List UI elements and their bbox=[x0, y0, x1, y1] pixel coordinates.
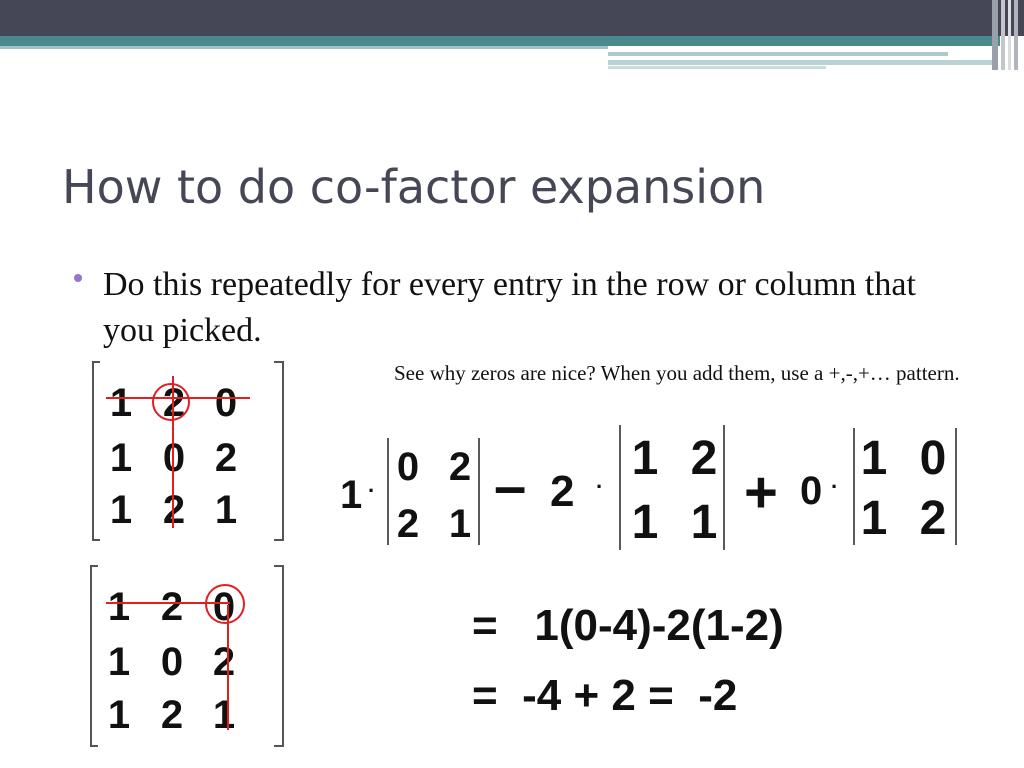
minor-3 bbox=[861, 432, 947, 545]
multiply-dot: · bbox=[596, 474, 604, 499]
result-line-1: = 1(0-4)-2(1-2) bbox=[472, 601, 784, 650]
minor-1-entry: 2 bbox=[396, 502, 420, 546]
operator-plus: + bbox=[744, 460, 778, 525]
slide-title: How to do co-factor expansion bbox=[62, 160, 766, 214]
minor-2 bbox=[632, 432, 718, 549]
minor-3-entry: 1 bbox=[860, 492, 888, 545]
matrix-top-entry: 1 bbox=[214, 488, 238, 532]
minor-3-entry: 2 bbox=[919, 492, 947, 545]
matrix-bottom-entry: 1 bbox=[107, 693, 131, 737]
result-line-2: = -4 + 2 = -2 bbox=[472, 671, 738, 720]
note-text: See why zeros are nice? When you add them, use a +,-,+… pattern. bbox=[394, 361, 960, 385]
matrix-bottom-entry: 1 bbox=[107, 585, 131, 629]
minor-3-entry: 1 bbox=[860, 432, 888, 485]
matrix-top-entry: 2 bbox=[214, 436, 238, 480]
coefficient-3: 0 bbox=[800, 469, 823, 513]
coefficient-2: 2 bbox=[550, 467, 575, 516]
multiply-dot: · bbox=[831, 474, 839, 499]
matrix-top-entry: 1 bbox=[109, 436, 133, 480]
minor-1-entry: 1 bbox=[448, 502, 472, 546]
coefficient-1: 1 bbox=[340, 473, 363, 517]
matrix-bottom-entry: 1 bbox=[107, 640, 131, 684]
matrix-top-entry: 1 bbox=[109, 488, 133, 532]
matrix-bottom-entry: 2 bbox=[212, 640, 236, 684]
matrix-bottom-entry: 2 bbox=[160, 585, 184, 629]
bullet-text: Do this repeatedly for every entry in the row or column that you picked. bbox=[103, 266, 916, 349]
minor-2-entry: 2 bbox=[690, 432, 718, 485]
minor-2-entry: 1 bbox=[690, 496, 718, 549]
matrix-top-entry: 0 bbox=[214, 381, 238, 425]
operator-minus: – bbox=[494, 454, 527, 519]
matrix-bottom-entry: 2 bbox=[160, 693, 184, 737]
matrix-bottom-entry: 1 bbox=[212, 693, 236, 737]
matrix-top-entry: 2 bbox=[162, 488, 186, 532]
minor-1-entry: 0 bbox=[396, 445, 420, 489]
multiply-dot: · bbox=[368, 478, 376, 503]
minor-1-entry: 2 bbox=[448, 445, 472, 489]
minor-3-entry: 0 bbox=[919, 432, 947, 485]
matrix-top-entry: 1 bbox=[109, 381, 133, 425]
matrix-top-entry: 2 bbox=[162, 381, 186, 425]
minor-2-entry: 1 bbox=[631, 432, 659, 485]
minor-2-entry: 1 bbox=[631, 496, 659, 549]
minor-1 bbox=[397, 445, 471, 546]
matrix-bottom bbox=[108, 585, 235, 737]
matrix-bottom-entry: 0 bbox=[212, 585, 236, 629]
matrix-top-entry: 0 bbox=[162, 436, 186, 480]
matrix-bottom-entry: 0 bbox=[160, 640, 184, 684]
